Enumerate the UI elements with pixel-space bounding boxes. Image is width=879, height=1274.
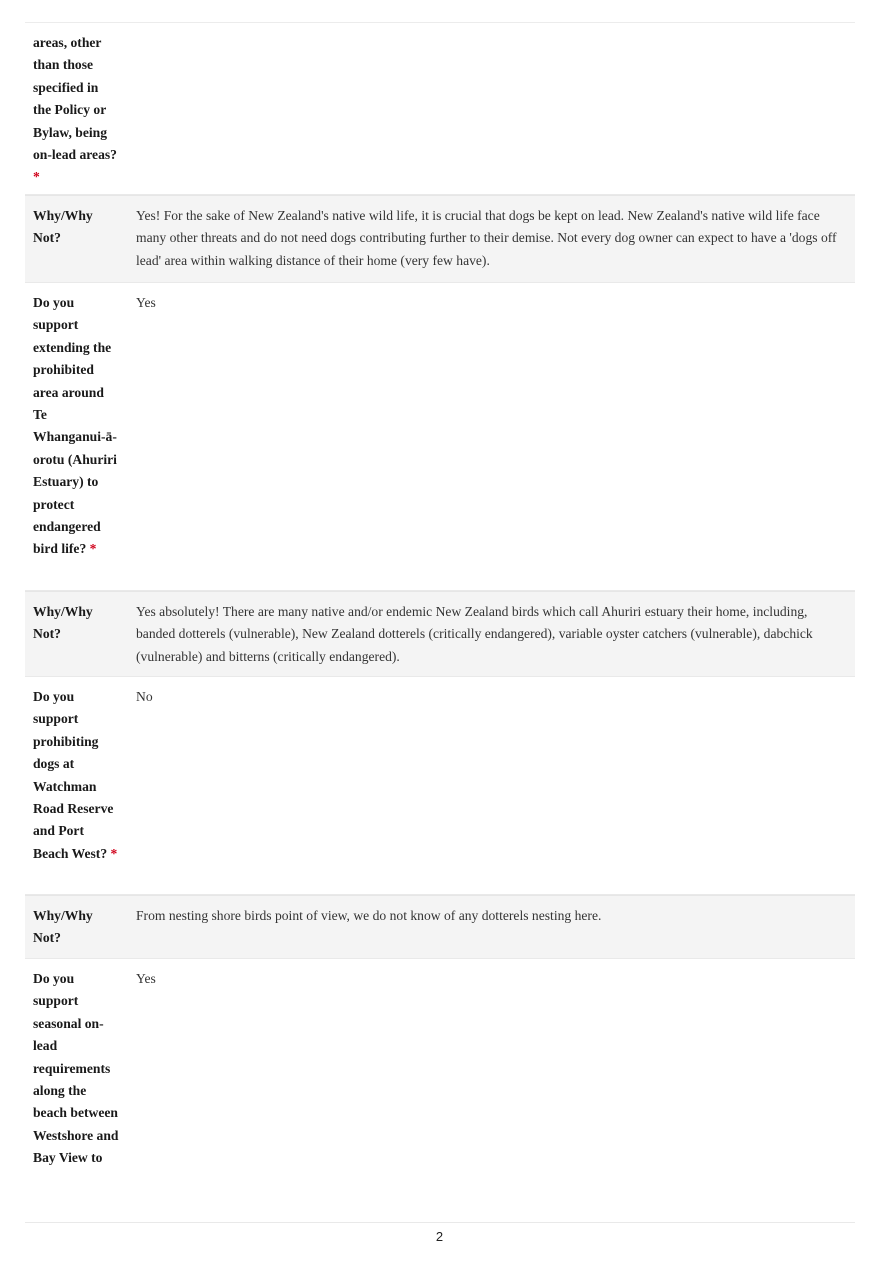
page-number: 2 [435,1229,444,1244]
table-row-onlead-areas [25,23,855,195]
question-cell [25,283,119,561]
table-row-watchman-road [25,677,855,895]
question-cell [25,592,119,646]
question-cell [25,23,119,189]
required-marker: * [89,541,97,557]
answer-cell: Yes [136,295,156,310]
answer-cell: Yes! For the sake of New Zealand's native wild life, it is crucial that dogs be kept on lead. New Zealand's native wild life face many other threats and do not need dogs contributing further to their demise. Not every dog owner can expect to have a 'dogs off lead' area within walking distance of their home (very few have). [136,208,837,268]
submission-form-table [25,22,855,1223]
question-text: Why/Why Not? [33,908,93,946]
question-text: Why/Why Not? [33,208,93,246]
table-row-seasonal-onlead [25,959,855,1223]
question-text: Do you support extending the prohibited area around Te Whanganui-ā-orotu (Ahuriri Estuary) to protect endangered bird life? [33,295,117,557]
table-row-estuary [25,283,855,591]
answer-cell: Yes absolutely! There are many native and/or endemic New Zealand birds which call Ahuriri estuary their home, including, banded dotterels (vulnerable), New Zealand dotterels (critically endangered), variable oyster catchers (vulnerable), dabchick (vulnerable) and bitterns (critically endangered). [136,604,813,664]
question-cell [25,677,119,865]
answer-cell: Yes [136,971,156,986]
required-marker: * [110,845,118,861]
question-text: areas, other than those specified in the Policy or Bylaw, being on-lead areas? [33,35,117,163]
answer-cell: No [136,689,153,704]
question-text: Do you support seasonal on-lead requirements along the beach between Westshore and Bay View to [33,971,119,1166]
question-text: Do you support prohibiting dogs at Watchman Road Reserve and Port Beach West? [33,689,114,861]
question-text: Why/Why Not? [33,604,93,642]
question-cell [25,959,119,1170]
table-row-why-3 [25,895,855,959]
table-row-why-2 [25,591,855,677]
answer-cell: From nesting shore birds point of view, we do not know of any dotterels nesting here. [136,908,602,923]
answer-cell [119,23,855,32]
table-row-why-1 [25,195,855,283]
required-marker: * [33,169,40,185]
question-cell [25,896,119,950]
question-cell [25,196,119,250]
